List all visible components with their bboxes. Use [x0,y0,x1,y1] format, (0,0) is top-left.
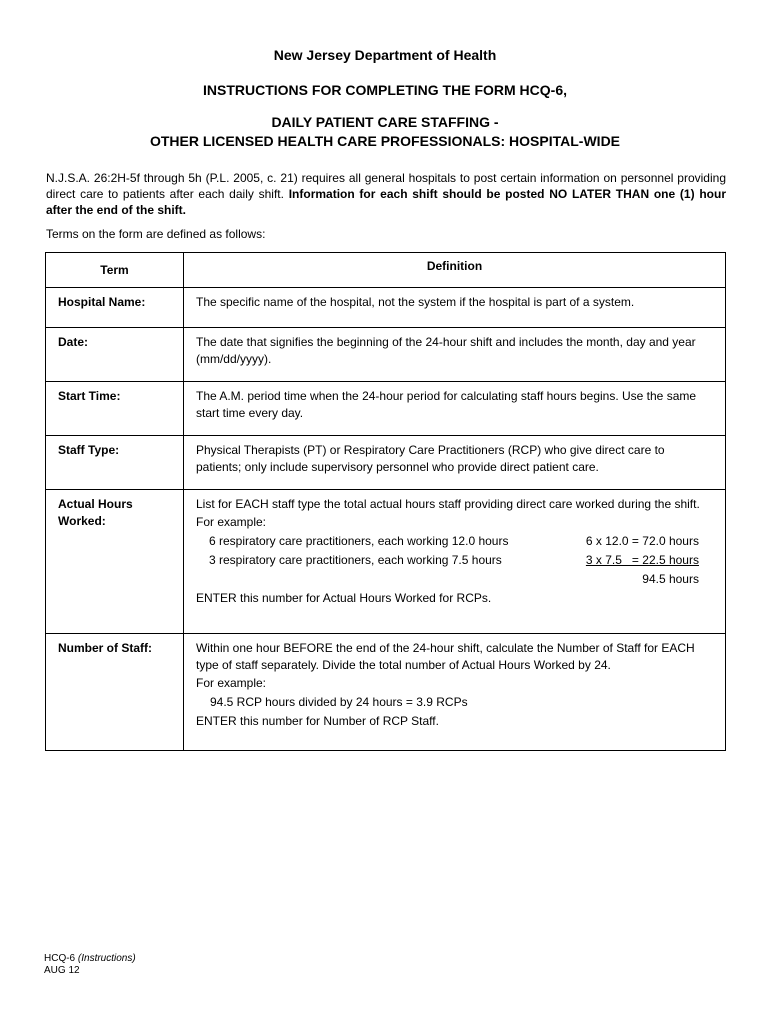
header-term-cell [46,253,184,288]
table-row [46,634,726,751]
definition-cell: Physical Therapists (PT) or Respiratory Care Practitioners (RCP) who give direct care to patients; only include supervisory personnel who provide direct patient care. [183,436,725,490]
term-cell: Start Time: [46,382,184,436]
example-total-row [196,571,713,588]
title-line-3: OTHER LICENSED HEALTH CARE PROFESSIONALS: HOSPITAL-WIDE [149,133,621,149]
agency-name: New Jersey Department of Health [273,47,497,63]
definition-cell: The date that signifies the beginning of the 24-hour shift and includes the month, day and year (mm/dd/yyyy). [183,328,725,382]
document-title [0,81,770,151]
example-right: 3 x 7.5 = 22.5 hours [585,553,699,567]
terms-table [45,252,726,751]
intro-text: N.J.S.A. 26:2H-5f through 5h (P.L. 2005, c. 21) requires all general hospitals to post certain information on personnel providing direct care to patients after each daily shift. [46,171,726,201]
term-cell: Number of Staff: [46,634,184,751]
footer-form-code: HCQ-6 [44,953,76,964]
footer-date: AUG 12 [44,965,80,976]
definition-cell [183,634,725,751]
definition-cell: The specific name of the hospital, not the system if the hospital is part of a system. [183,288,725,328]
title-line-2: DAILY PATIENT CARE STAFFING - [271,114,499,130]
term-cell: Staff Type: [46,436,184,490]
definition-cell [183,490,725,634]
header-definition: Definition [426,259,483,273]
table-row [46,490,726,634]
table-row [46,288,726,328]
example-right: 6 x 12.0 = 72.0 hours [585,534,699,548]
term-cell: Date: [46,328,184,382]
definition-cell: The A.M. period time when the 24-hour period for calculating staff hours begins. Use the same start time every day. [183,382,725,436]
staff-example: 94.5 RCP hours divided by 24 hours = 3.9 RCPs [209,695,468,709]
intro-paragraph [46,170,726,218]
footer-form-line [44,953,136,965]
hours-definition: List for EACH staff type the total actual hours staff providing direct care worked during the shift. [195,497,700,511]
example-row [196,533,713,550]
example-total: 94.5 hours [642,572,699,586]
example-left: 6 respiratory care practitioners, each working 12.0 hours [208,534,509,548]
example-row [196,552,713,569]
staff-enter: ENTER this number for Number of RCP Staff. [195,714,439,728]
example-label: For example: [195,515,267,529]
intro-bold-text: Information for each shift should be posted NO LATER THAN one (1) hour after the end of the shift. [46,187,726,217]
hours-enter: ENTER this number for Actual Hours Worked for RCPs. [195,591,492,605]
header-term: Term [100,263,129,277]
table-header-row [46,253,726,288]
example-label: For example: [195,676,267,690]
terms-intro: Terms on the form are defined as follows: [46,227,266,241]
staff-definition: Within one hour BEFORE the end of the 24-hour shift, calculate the Number of Staff for EACH type of staff separately. Divide the total number of Actual Hours Worked by 24. [195,641,695,672]
term-line: Worked: [58,514,106,528]
table-row [46,382,726,436]
footer [44,953,136,977]
table-row [46,328,726,382]
table-row [46,436,726,490]
example-left: 3 respiratory care practitioners, each working 7.5 hours [208,553,502,567]
footer-form-note: (Instructions) [77,953,136,964]
header-definition-cell [183,253,725,288]
term-cell: Hospital Name: [46,288,184,328]
term-line: Actual Hours [58,497,133,511]
title-line-1: INSTRUCTIONS FOR COMPLETING THE FORM HCQ-6, [203,82,567,98]
term-cell [46,490,184,634]
